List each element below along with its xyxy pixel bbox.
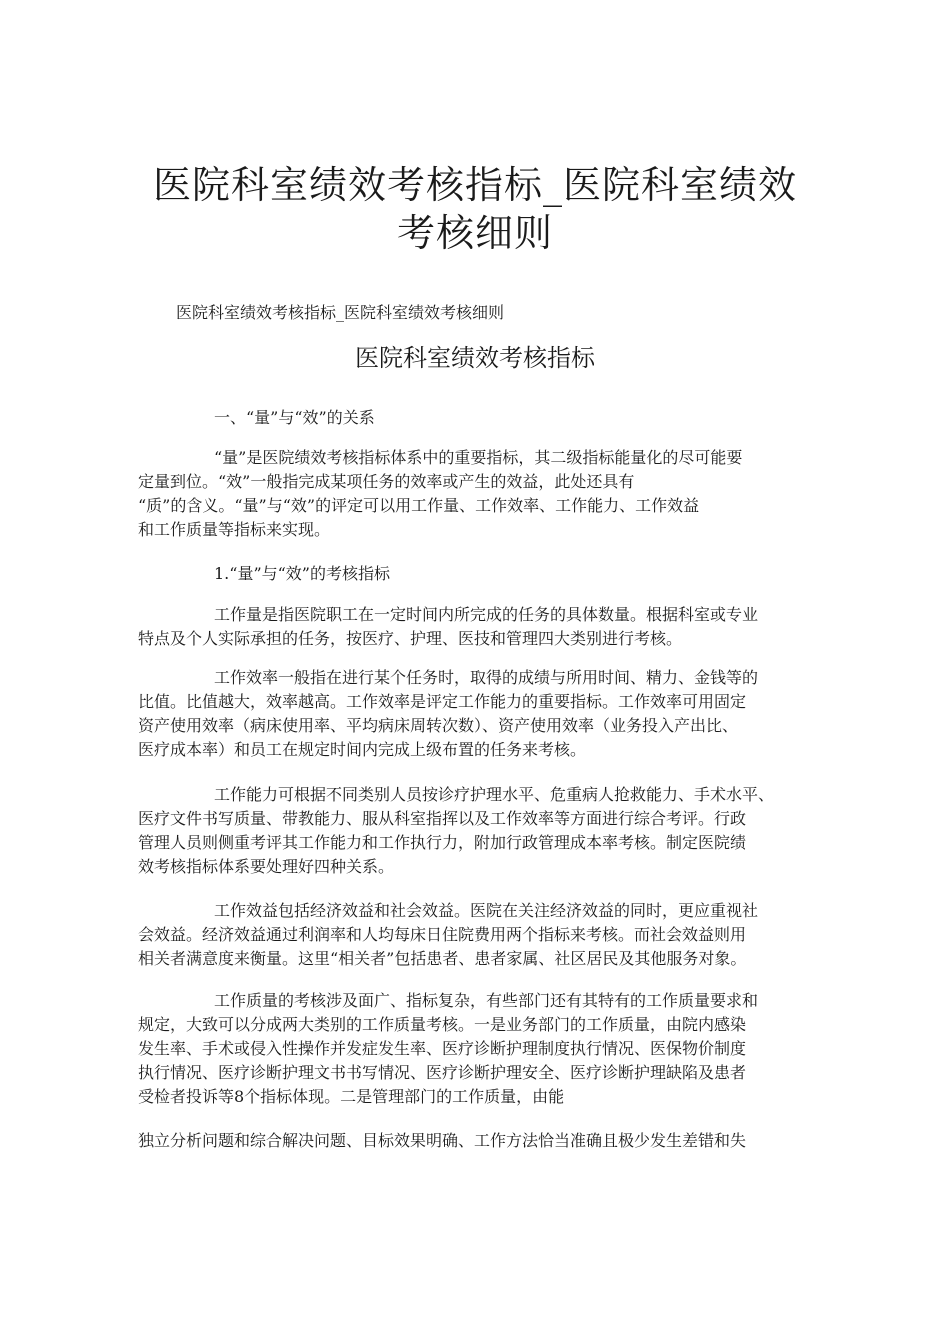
paragraph-2-line: 特点及个人实际承担的任务，按医疗、护理、医技和管理四大类别进行考核。 [138, 629, 683, 648]
paragraph-1-line: “量”是医院绩效考核指标体系中的重要指标，其二级指标能量化的尽可能要 [214, 448, 743, 467]
paragraph-5-line: 会效益。经济效益通过利润率和人均每床日住院费用两个指标来考核。而社会效益则用 [138, 925, 747, 944]
document-title-line-1: 医院科室绩效考核指标_医院科室绩效 [152, 163, 797, 207]
paragraph-6-line: 执行情况、医疗诊断护理文书书写情况、医疗诊断护理安全、医疗诊断护理缺陷及患者 [138, 1063, 747, 1082]
paragraph-3-line: 工作效率一般指在进行某个任务时，取得的成绩与所用时间、精力、金钱等的 [214, 668, 759, 687]
paragraph-6-line: 工作质量的考核涉及面广、指标复杂，有些部门还有其特有的工作质量要求和 [214, 991, 759, 1010]
paragraph-1-line: 和工作质量等指标来实现。 [138, 520, 331, 539]
paragraph-2-line: 工作量是指医院职工在一定时间内所完成的任务的具体数量。根据科室或专业 [214, 605, 759, 624]
paragraph-1-line: 定量到位。“效”一般指完成某项任务的效率或产生的效益，此处还具有 [138, 472, 635, 491]
paragraph-4 [138, 783, 828, 879]
section-title: 医院科室绩效考核指标 [355, 344, 595, 372]
paragraph-3-line: 资产使用效率（病床使用率、平均病床周转次数）、资产使用效率（业务投入产出比、 [138, 716, 739, 735]
paragraph-3-line: 医疗成本率）和员工在规定时间内完成上级布置的任务来考核。 [138, 740, 587, 759]
paragraph-3 [138, 666, 828, 762]
paragraph-6-line: 发生率、手术或侵入性操作并发症发生率、医疗诊断护理制度执行情况、医保物价制度 [138, 1039, 747, 1058]
paragraph-5-line: 相关者满意度来衡量。这里“相关者”包括患者、患者家属、社区居民及其他服务对象。 [138, 949, 747, 968]
paragraph-4-line: 工作能力可根据不同类别人员按诊疗护理水平、危重病人抢救能力、手术水平、 [214, 785, 775, 804]
paragraph-2 [138, 603, 828, 651]
paragraph-1-line: “质”的含义。“量”与“效”的评定可以用工作量、工作效率、工作能力、工作效益 [138, 496, 700, 515]
paragraph-4-line: 医疗文件书写质量、带教能力、服从科室指挥以及工作效率等方面进行综合考评。行政 [138, 809, 747, 828]
paragraph-4-line: 效考核指标体系要处理好四种关系。 [138, 857, 395, 876]
paragraph-5 [138, 899, 828, 971]
paragraph-7 [138, 1129, 828, 1153]
paragraph-5-line: 工作效益包括经济效益和社会效益。医院在关注经济效益的同时，更应重视社 [214, 901, 759, 920]
heading-1: 一、“量”与“效”的关系 [214, 408, 375, 427]
paragraph-3-line: 比值。比值越大，效率越高。工作效率是评定工作能力的重要指标。工作效率可用固定 [138, 692, 747, 711]
heading-2: 1.“量”与“效”的考核指标 [214, 564, 390, 583]
paragraph-6-line: 规定，大致可以分成两大类别的工作质量考核。一是业务部门的工作质量，由院内感染 [138, 1015, 747, 1034]
paragraph-1 [138, 446, 828, 542]
document-title-line-2: 考核细则 [396, 211, 553, 255]
byline: 医院科室绩效考核指标_医院科室绩效考核细则 [176, 303, 505, 322]
paragraph-6 [138, 989, 828, 1109]
paragraph-4-line: 管理人员则侧重考评其工作能力和工作执行力，附加行政管理成本率考核。制定医院绩 [138, 833, 747, 852]
paragraph-6-line: 受检者投诉等8个指标体现。二是管理部门的工作质量，由能 [138, 1087, 565, 1106]
paragraph-7-line: 独立分析问题和综合解决问题、目标效果明确、工作方法恰当准确且极少发生差错和失 [138, 1131, 747, 1150]
